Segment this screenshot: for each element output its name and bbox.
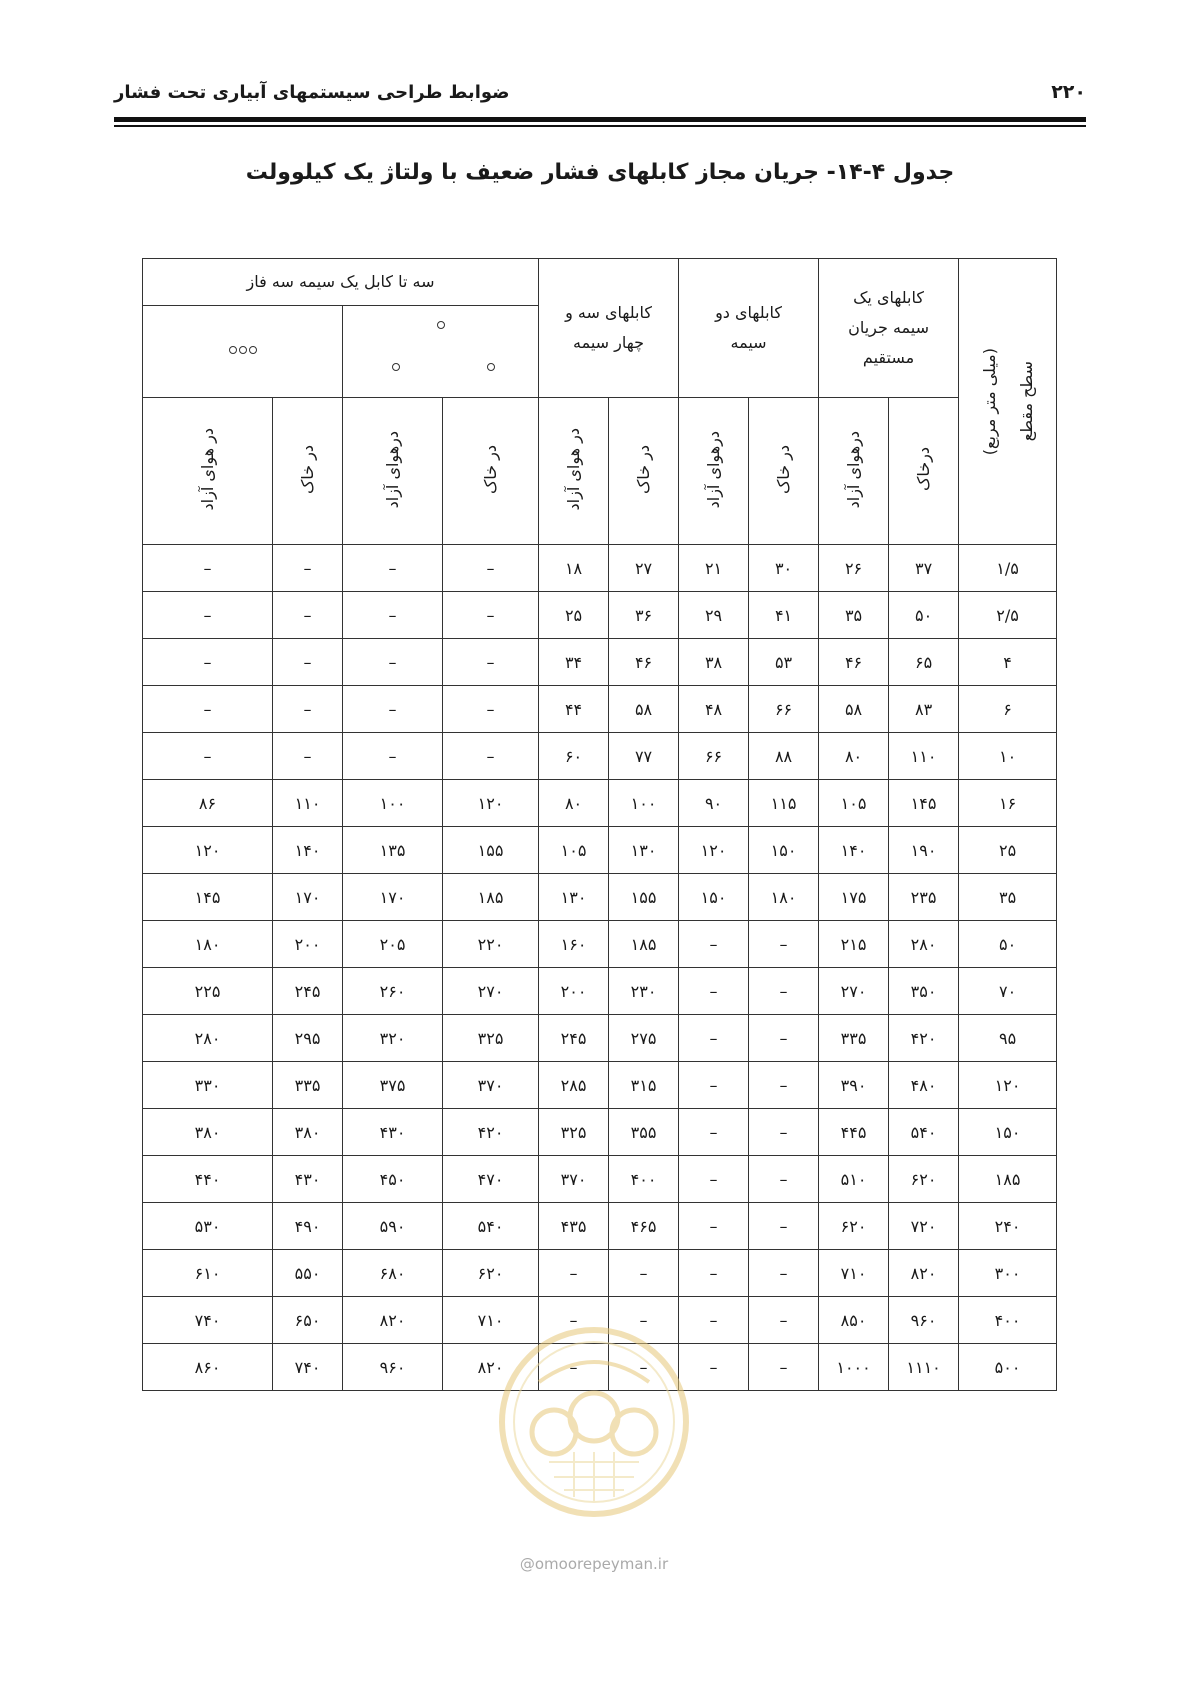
header-three-single: سه تا کابل یک سیمه سه فاز <box>143 259 539 306</box>
current-cell: ۹۰ <box>679 780 749 827</box>
current-cell: ۳۸۰ <box>273 1109 343 1156</box>
table-row <box>143 545 1057 592</box>
header-trefoil-soil: در خاک <box>443 398 539 545</box>
table-row <box>143 1015 1057 1062</box>
header-two-core-line2: سیمه <box>730 333 767 353</box>
current-cell: ۸۲۰ <box>889 1250 959 1297</box>
current-cell: – <box>679 1109 749 1156</box>
current-cell: ۲۲۵ <box>143 968 273 1015</box>
section-cell: ۵۰ <box>959 921 1057 968</box>
table-row <box>143 686 1057 733</box>
current-cell: ۱۰۰۰ <box>819 1344 889 1391</box>
current-cell: – <box>443 545 539 592</box>
trefoil-diagram-icon <box>346 315 536 385</box>
current-cell: ۴۱ <box>749 592 819 639</box>
section-cell: ۲۵ <box>959 827 1057 874</box>
current-cell: ۴۲۰ <box>889 1015 959 1062</box>
current-cell: ۶۶ <box>679 733 749 780</box>
current-cell: ۳۲۵ <box>443 1015 539 1062</box>
current-cell: – <box>679 1297 749 1344</box>
current-cell: ۱۲۰ <box>443 780 539 827</box>
cable-current-table <box>142 258 1057 1391</box>
current-cell: ۲۱ <box>679 545 749 592</box>
current-cell: – <box>749 1297 819 1344</box>
current-cell: ۳۲۰ <box>343 1015 443 1062</box>
current-cell: ۳۷ <box>889 545 959 592</box>
current-cell: ۸۰ <box>539 780 609 827</box>
current-cell: ۵۵۰ <box>273 1250 343 1297</box>
current-cell: ۱۷۰ <box>273 874 343 921</box>
current-cell: ۲۳۵ <box>889 874 959 921</box>
header-three-four-core-line2: چهار سیمه <box>573 333 645 353</box>
table-row <box>143 733 1057 780</box>
section-cell: ۶ <box>959 686 1057 733</box>
current-cell: ۳۳۵ <box>819 1015 889 1062</box>
current-cell: ۱۱۵ <box>749 780 819 827</box>
current-cell: ۱۷۵ <box>819 874 889 921</box>
current-cell: ۴۶ <box>609 639 679 686</box>
current-cell: ۲۹۵ <box>273 1015 343 1062</box>
current-cell: ۵۳ <box>749 639 819 686</box>
current-cell: – <box>609 1297 679 1344</box>
current-cell: ۶۱۰ <box>143 1250 273 1297</box>
section-cell: ۷۰ <box>959 968 1057 1015</box>
current-cell: – <box>273 592 343 639</box>
section-cell: ۴ <box>959 639 1057 686</box>
current-cell: ۷۱۰ <box>819 1250 889 1297</box>
current-cell: ۷۷ <box>609 733 679 780</box>
header-section-line2: (میلی متر مربع) <box>979 347 999 456</box>
current-cell: ۱۶۰ <box>539 921 609 968</box>
current-cell: ۵۹۰ <box>343 1203 443 1250</box>
current-cell: ۷۱۰ <box>443 1297 539 1344</box>
current-cell: – <box>679 1156 749 1203</box>
current-cell: ۱۵۰ <box>749 827 819 874</box>
current-cell: ۲۳۰ <box>609 968 679 1015</box>
current-cell: ۱۰۵ <box>539 827 609 874</box>
current-cell: ۴۹۰ <box>273 1203 343 1250</box>
current-cell: ۱۸۰ <box>143 921 273 968</box>
header-flat-diagram <box>143 306 343 398</box>
current-cell: ۸۶۰ <box>143 1344 273 1391</box>
section-cell: ۵۰۰ <box>959 1344 1057 1391</box>
section-cell: ۴۰۰ <box>959 1297 1057 1344</box>
current-cell: ۱۱۰ <box>889 733 959 780</box>
current-cell: ۱۴۰ <box>273 827 343 874</box>
current-cell: ۳۷۰ <box>443 1062 539 1109</box>
current-cell: – <box>679 1250 749 1297</box>
header-flat-air: در هوای آزاد <box>143 398 273 545</box>
current-cell: ۸۸ <box>749 733 819 780</box>
current-cell: ۶۰ <box>539 733 609 780</box>
current-cell: ۸۰ <box>819 733 889 780</box>
current-cell: – <box>143 592 273 639</box>
current-cell: ۱۳۵ <box>343 827 443 874</box>
current-cell: ۴۷۰ <box>443 1156 539 1203</box>
current-cell: ۱۵۰ <box>679 874 749 921</box>
current-cell: ۵۸ <box>609 686 679 733</box>
current-cell: – <box>679 968 749 1015</box>
header-two-air: درهوای آزاد <box>679 398 749 545</box>
current-cell: – <box>749 1015 819 1062</box>
current-cell: ۳۵۵ <box>609 1109 679 1156</box>
table-title: جدول ۴-۱۴- جریان مجاز کابلهای فشار ضعیف با ولتاژ یک کیلوولت <box>245 160 955 185</box>
watermark-logo-icon <box>494 1322 694 1522</box>
section-cell: ۱۸۵ <box>959 1156 1057 1203</box>
current-cell: ۱۴۵ <box>889 780 959 827</box>
current-cell: – <box>749 968 819 1015</box>
current-cell: ۹۶۰ <box>889 1297 959 1344</box>
header-section <box>959 259 1057 545</box>
current-cell: ۴۶ <box>819 639 889 686</box>
current-cell: ۱۰۰ <box>609 780 679 827</box>
current-cell: – <box>273 733 343 780</box>
current-cell: – <box>679 1062 749 1109</box>
current-cell: – <box>343 686 443 733</box>
current-cell: – <box>273 545 343 592</box>
current-cell: ۳۰ <box>749 545 819 592</box>
header-single-core-line2: سیمه جریان <box>848 318 930 338</box>
current-cell: ۷۲۰ <box>889 1203 959 1250</box>
current-cell: ۳۷۵ <box>343 1062 443 1109</box>
section-cell: ۱۵۰ <box>959 1109 1057 1156</box>
current-cell: ۲۰۵ <box>343 921 443 968</box>
page-number: ۲۲۰ <box>1051 81 1086 103</box>
section-cell: ۱۰ <box>959 733 1057 780</box>
current-cell: ۲۸۵ <box>539 1062 609 1109</box>
header-three-soil: در خاک <box>609 398 679 545</box>
current-cell: ۴۴۰ <box>143 1156 273 1203</box>
current-cell: – <box>143 545 273 592</box>
header-trefoil-diagram <box>343 306 539 398</box>
header-rule-thick <box>114 117 1086 122</box>
header-rule-thin <box>114 125 1086 127</box>
current-cell: ۱۲۰ <box>679 827 749 874</box>
running-title: ضوابط طراحی سیستمهای آبیاری تحت فشار <box>114 81 510 103</box>
table-row <box>143 639 1057 686</box>
section-cell: ۲۴۰ <box>959 1203 1057 1250</box>
current-cell: ۲۷۵ <box>609 1015 679 1062</box>
current-cell: ۸۶ <box>143 780 273 827</box>
current-cell: – <box>749 1109 819 1156</box>
current-cell: – <box>679 1203 749 1250</box>
current-cell: ۳۹۰ <box>819 1062 889 1109</box>
current-cell: – <box>273 686 343 733</box>
current-cell: ۳۸ <box>679 639 749 686</box>
current-cell: ۱۲۰ <box>143 827 273 874</box>
section-cell: ۹۵ <box>959 1015 1057 1062</box>
current-cell: ۸۲۰ <box>343 1297 443 1344</box>
current-cell: – <box>679 921 749 968</box>
current-cell: ۴۸۰ <box>889 1062 959 1109</box>
current-cell: – <box>443 733 539 780</box>
current-cell: ۲۲۰ <box>443 921 539 968</box>
current-cell: ۱۷۰ <box>343 874 443 921</box>
current-cell: – <box>343 545 443 592</box>
current-cell: ۱۸۵ <box>443 874 539 921</box>
table-row <box>143 921 1057 968</box>
current-cell: ۵۳۰ <box>143 1203 273 1250</box>
current-cell: – <box>609 1344 679 1391</box>
current-cell: ۱۳۰ <box>539 874 609 921</box>
header-two-core-line1: کابلهای دو <box>715 303 783 323</box>
current-cell: ۱۰۰ <box>343 780 443 827</box>
current-cell: ۹۶۰ <box>343 1344 443 1391</box>
current-cell: – <box>143 686 273 733</box>
current-cell: – <box>443 592 539 639</box>
current-cell: ۲۷۰ <box>819 968 889 1015</box>
header-flat-soil: در خاک <box>273 398 343 545</box>
current-cell: ۵۰ <box>889 592 959 639</box>
current-cell: ۶۲۰ <box>819 1203 889 1250</box>
header-single-core-line1: کابلهای یک <box>853 288 924 308</box>
current-cell: – <box>443 639 539 686</box>
current-cell: ۱۹۰ <box>889 827 959 874</box>
current-cell: ۴۶۵ <box>609 1203 679 1250</box>
page-header <box>114 72 1086 112</box>
current-cell: ۲۶ <box>819 545 889 592</box>
current-cell: ۴۳۰ <box>273 1156 343 1203</box>
current-cell: ۱۸۰ <box>749 874 819 921</box>
current-cell: ۶۶ <box>749 686 819 733</box>
current-cell: – <box>749 1156 819 1203</box>
current-cell: ۳۷۰ <box>539 1156 609 1203</box>
current-cell: – <box>749 1344 819 1391</box>
current-cell: ۶۵۰ <box>273 1297 343 1344</box>
current-cell: ۲۱۵ <box>819 921 889 968</box>
current-cell: ۷۴۰ <box>143 1297 273 1344</box>
current-cell: ۱۵۵ <box>443 827 539 874</box>
current-cell: ۸۲۰ <box>443 1344 539 1391</box>
table-row <box>143 1109 1057 1156</box>
current-cell: – <box>609 1250 679 1297</box>
current-cell: ۲۴۵ <box>539 1015 609 1062</box>
current-cell: ۷۴۰ <box>273 1344 343 1391</box>
section-cell: ۲/۵ <box>959 592 1057 639</box>
current-cell: ۴۰۰ <box>609 1156 679 1203</box>
header-two-soil: در خاک <box>749 398 819 545</box>
table-row <box>143 1156 1057 1203</box>
table-row <box>143 1062 1057 1109</box>
current-cell: ۴۴ <box>539 686 609 733</box>
section-cell: ۳۵ <box>959 874 1057 921</box>
header-single-soil: درخاک <box>889 398 959 545</box>
table-body <box>143 545 1057 1391</box>
current-cell: ۴۳۵ <box>539 1203 609 1250</box>
current-cell: ۵۱۰ <box>819 1156 889 1203</box>
current-cell: – <box>143 733 273 780</box>
current-cell: ۱۵۵ <box>609 874 679 921</box>
current-cell: – <box>143 639 273 686</box>
current-cell: ۶۲۰ <box>443 1250 539 1297</box>
current-cell: ۶۸۰ <box>343 1250 443 1297</box>
watermark-site: @omoorepeyman.ir <box>519 1555 669 1573</box>
current-cell: – <box>539 1297 609 1344</box>
current-cell: – <box>749 1062 819 1109</box>
current-cell: ۱۳۰ <box>609 827 679 874</box>
current-cell: – <box>679 1344 749 1391</box>
table-row <box>143 780 1057 827</box>
current-cell: – <box>749 921 819 968</box>
current-cell: ۲۹ <box>679 592 749 639</box>
current-cell: ۴۲۰ <box>443 1109 539 1156</box>
current-cell: ۸۵۰ <box>819 1297 889 1344</box>
current-cell: ۲۰۰ <box>539 968 609 1015</box>
current-cell: ۴۸ <box>679 686 749 733</box>
header-single-core-line3: مستقیم <box>862 348 915 368</box>
header-three-four-core <box>539 259 679 398</box>
current-cell: – <box>343 592 443 639</box>
current-cell: ۳۶ <box>609 592 679 639</box>
current-cell: – <box>443 686 539 733</box>
current-cell: ۲۷۰ <box>443 968 539 1015</box>
current-cell: – <box>343 639 443 686</box>
current-cell: – <box>539 1344 609 1391</box>
current-cell: ۴۳۰ <box>343 1109 443 1156</box>
current-cell: ۲۸۰ <box>889 921 959 968</box>
header-trefoil-air: درهوای آزاد <box>343 398 443 545</box>
current-cell: ۳۱۵ <box>609 1062 679 1109</box>
header-three-four-core-line1: کابلهای سه و <box>565 303 652 323</box>
header-three-air: در هوای آزاد <box>539 398 609 545</box>
header-two-core <box>679 259 819 398</box>
current-cell: ۵۸ <box>819 686 889 733</box>
current-cell: ۱۴۰ <box>819 827 889 874</box>
current-cell: ۳۳۵ <box>273 1062 343 1109</box>
current-cell: ۳۲۵ <box>539 1109 609 1156</box>
current-cell: ۵۴۰ <box>443 1203 539 1250</box>
current-cell: ۳۳۰ <box>143 1062 273 1109</box>
current-cell: ۳۵ <box>819 592 889 639</box>
current-cell: – <box>749 1203 819 1250</box>
current-cell: ۴۴۵ <box>819 1109 889 1156</box>
current-cell: ۱۰۵ <box>819 780 889 827</box>
header-single-air: درهوای آزاد <box>819 398 889 545</box>
section-cell: ۱/۵ <box>959 545 1057 592</box>
table-row <box>143 968 1057 1015</box>
table-row <box>143 827 1057 874</box>
table-row <box>143 592 1057 639</box>
current-cell: ۵۴۰ <box>889 1109 959 1156</box>
current-cell: ۳۸۰ <box>143 1109 273 1156</box>
current-cell: – <box>539 1250 609 1297</box>
table-row <box>143 1203 1057 1250</box>
current-cell: ۱۴۵ <box>143 874 273 921</box>
header-section-line1: سطح مقطع <box>1016 361 1036 442</box>
table-row <box>143 874 1057 921</box>
current-cell: – <box>749 1250 819 1297</box>
current-cell: ۱۸۵ <box>609 921 679 968</box>
current-cell: ۳۵۰ <box>889 968 959 1015</box>
current-cell: – <box>679 1015 749 1062</box>
current-cell: ۲۴۵ <box>273 968 343 1015</box>
current-cell: ۲۵ <box>539 592 609 639</box>
section-cell: ۱۲۰ <box>959 1062 1057 1109</box>
section-cell: ۱۶ <box>959 780 1057 827</box>
header-single-core <box>819 259 959 398</box>
section-cell: ۳۰۰ <box>959 1250 1057 1297</box>
current-cell: ۱۱۰ <box>273 780 343 827</box>
current-cell: ۲۸۰ <box>143 1015 273 1062</box>
current-cell: ۲۷ <box>609 545 679 592</box>
flat-diagram-icon <box>183 335 303 365</box>
current-cell: – <box>343 733 443 780</box>
current-cell: ۳۴ <box>539 639 609 686</box>
table-row <box>143 1250 1057 1297</box>
current-cell: – <box>273 639 343 686</box>
current-cell: ۸۳ <box>889 686 959 733</box>
current-cell: ۱۸ <box>539 545 609 592</box>
current-cell: ۶۵ <box>889 639 959 686</box>
current-cell: ۱۱۱۰ <box>889 1344 959 1391</box>
current-cell: ۲۰۰ <box>273 921 343 968</box>
current-cell: ۴۵۰ <box>343 1156 443 1203</box>
current-cell: ۶۲۰ <box>889 1156 959 1203</box>
current-cell: ۲۶۰ <box>343 968 443 1015</box>
